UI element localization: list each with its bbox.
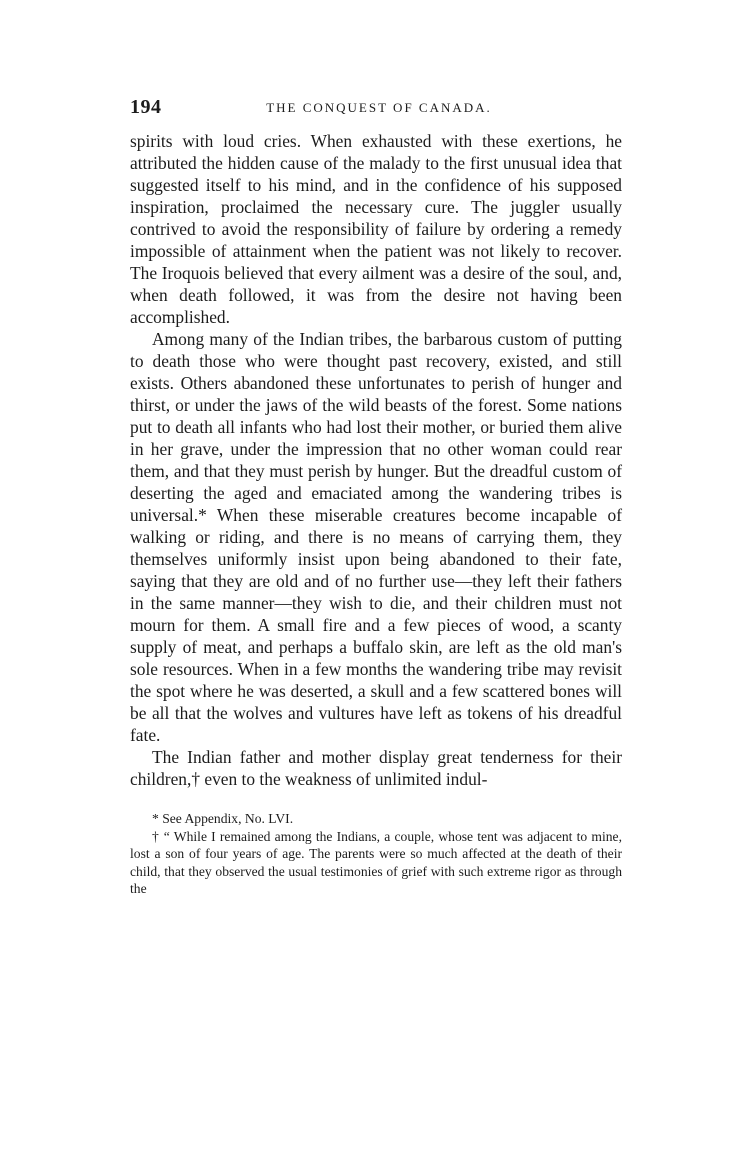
footnote-testimonies: † “ While I remained among the Indians, a couple, whose tent was adjacent to mine, lost a son of four years of age. The parents were so much affected at the death of their child, that they observed the usual testimonies of grief with such extreme rigor as through the (130, 828, 622, 896)
book-page (130, 96, 622, 898)
paragraph-continuation: spirits with loud cries. When exhausted with these exertions, he attributed the hidden cause of the malady to the first unusual idea that suggested itself to his mind, and in the confidence of his supposed inspiration, proclaimed the necessary cure. The juggler usually contrived to avoid the responsibility of failure by ordering a remedy impossible of attainment when the patient was not likely to recover. The Iroquois believed that every ailment was a desire of the soul, and, when death followed, it was from the desire not having been accomplished. (130, 131, 622, 327)
page-number: 194 (130, 96, 162, 118)
paragraph-indian-customs: Among many of the Indian tribes, the barbarous custom of putting to death those who were thought past recovery, existed, and still exists. Others abandoned these unfortunates to perish of hunger and thirst, or under the jaws of the wild beasts of the forest. Some nations put to death all infants who had lost their mother, or buried them alive in her grave, under the impression that no other woman could rear them, and that they must perish by hunger. But the dreadful custom of deserting the aged and emaciated among the wandering tribes is universal.* When these miserable creatures become incapable of walking or riding, and there is no means of carrying them, they themselves uniformly insist upon being abandoned to their fate, saying that they are old and of no further use—they left their fathers in the same manner—they wish to die, and their children must not mourn for them. A small fire and a few pieces of wood, a scanty supply of meat, and perhaps a buffalo skin, are left as the old man's sole resources. When in a few months the wandering tribe may revisit the spot where he was deserted, a skull and a few scattered bones will be all that the wolves and vultures have left as tokens of his dreadful fate. (130, 329, 622, 745)
paragraph-parental-tenderness: The Indian father and mother display great tenderness for their children,† even to the weakness of unlimited indul- (130, 747, 622, 789)
footnotes (130, 810, 622, 898)
running-head (130, 96, 622, 124)
body-text (130, 130, 622, 790)
running-title: THE CONQUEST OF CANADA. (266, 100, 492, 115)
footnote-appendix: * See Appendix, No. LVI. (152, 811, 294, 826)
